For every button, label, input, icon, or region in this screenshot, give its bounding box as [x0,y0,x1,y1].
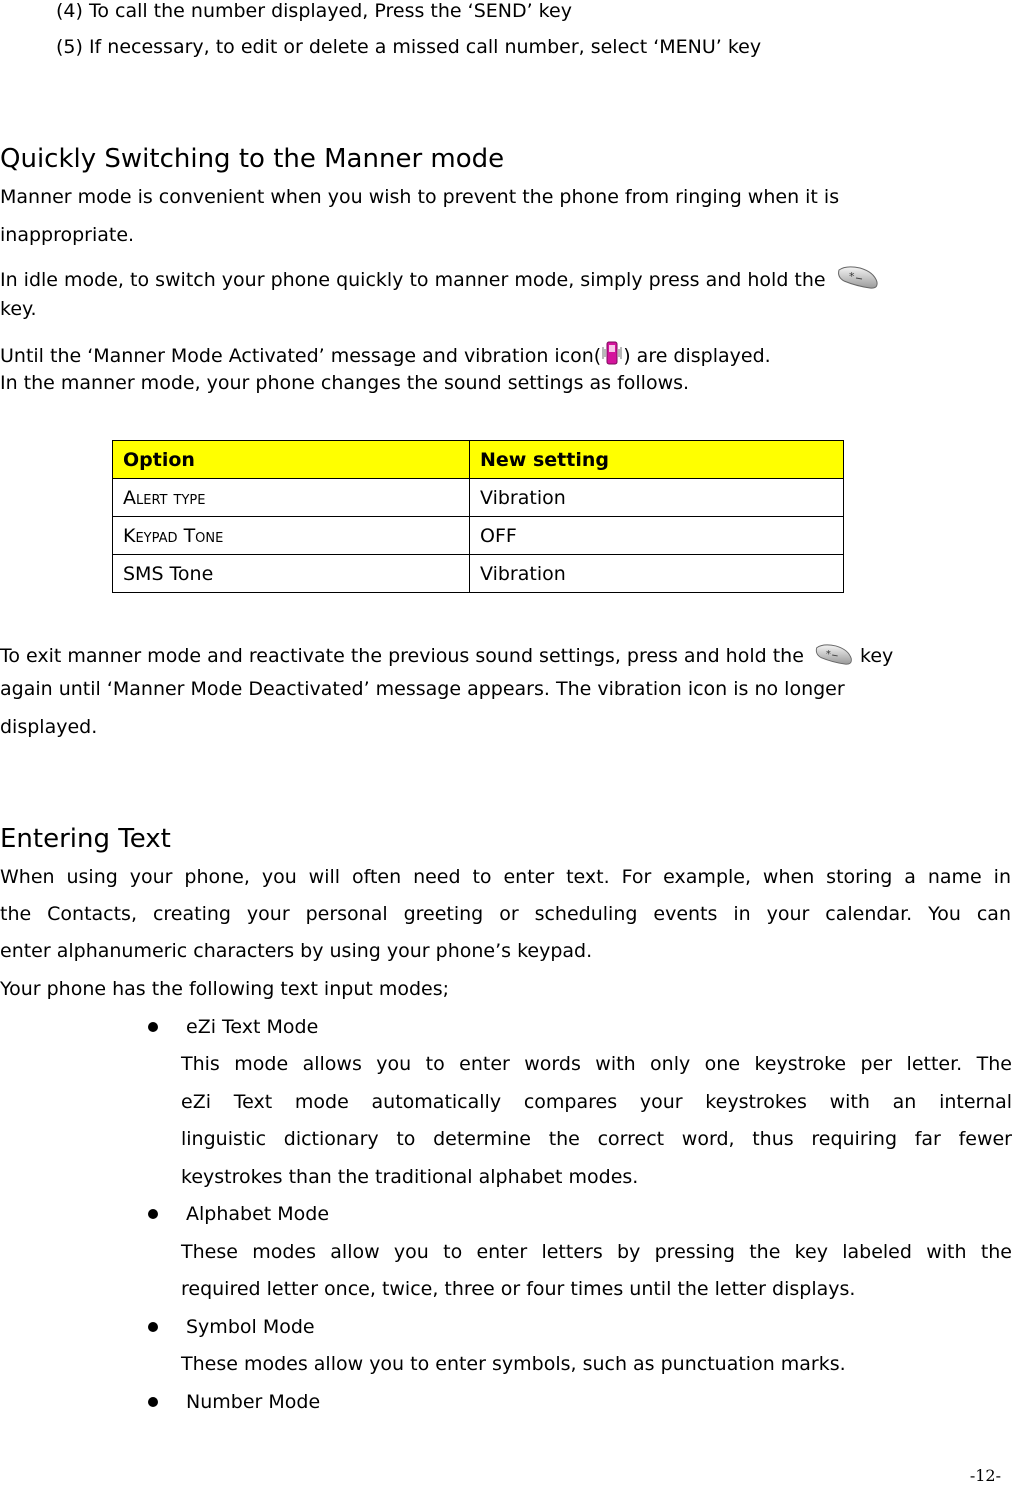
table-row [113,479,844,517]
manner-until-line [0,340,771,367]
manner-idle-line [0,264,880,292]
header-new-setting: New setting [470,441,844,479]
table-row [113,517,844,555]
mode-title-number: Number Mode [186,1391,321,1413]
manner-exit-line1 [0,642,893,670]
manner-idle-text: In idle mode, to switch your phone quickly to manner mode, simply press and hold the [0,269,826,291]
mode-alphabet-line1: These modes allow you to enter letters by pressing the key labeled with the [181,1241,1012,1263]
step-4: (4) To call the number displayed, Press the ‘SEND’ key [56,0,572,22]
mode-ezi-line2: eZi Text mode automatically compares your keystrokes with an internal [181,1091,1012,1113]
section-heading-entering-text: Entering Text [0,824,171,854]
option-cell: SMS Tone [113,555,470,593]
setting-cell: Vibration [470,479,844,517]
setting-cell: Vibration [470,555,844,593]
svg-text:*: * [825,648,831,660]
sound-settings-table [112,440,844,593]
entering-line1: When using your phone, you will often need to enter text. For example, when storing a name in [0,866,1011,888]
mode-title-ezi: eZi Text Mode [186,1016,319,1038]
mode-ezi-line1: This mode allows you to enter words with only one keystroke per letter. The [181,1053,1012,1075]
manner-exit-key: key [860,645,894,667]
manner-idle-key: key. [0,298,37,320]
manner-exit-text: To exit manner mode and reactivate the previous sound settings, press and hold the [0,645,804,667]
vibration-icon [601,340,623,366]
svg-text:*: * [848,270,855,283]
bullet-icon [148,1209,158,1219]
mode-alphabet-line2: required letter once, twice, three or four times until the letter displays. [181,1278,856,1300]
setting-cell: OFF [470,517,844,555]
bullet-icon [148,1022,158,1032]
option-cell: Keypad Tone [113,517,470,555]
modes-intro: Your phone has the following text input modes; [0,978,450,1000]
option-cell: Alert type [113,479,470,517]
mode-symbol-line1: These modes allow you to enter symbols, such as punctuation marks. [181,1353,846,1375]
manner-until-text-end: ) are displayed. [623,345,771,367]
mode-title-symbol: Symbol Mode [186,1316,315,1338]
star-key-icon [814,642,854,670]
header-option: Option [113,441,470,479]
bullet-icon [148,1322,158,1332]
section-heading-manner: Quickly Switching to the Manner mode [0,144,505,174]
manner-intro-line1: Manner mode is convenient when you wish to prevent the phone from ringing when it is [0,186,840,208]
manner-exit-line3: displayed. [0,716,98,738]
table-header-row [113,441,844,479]
manner-intro-line2: inappropriate. [0,224,135,246]
entering-line3: enter alphanumeric characters by using your phone’s keypad. [0,940,593,962]
table-row [113,555,844,593]
mode-title-alphabet: Alphabet Mode [186,1203,330,1225]
page-number: -12- [969,1466,1001,1485]
entering-line2: the Contacts, creating your personal greeting or scheduling events in your calendar. You can [0,903,1011,925]
star-key-icon [836,264,880,292]
manner-changes-line: In the manner mode, your phone changes the sound settings as follows. [0,372,690,394]
manner-exit-line2: again until ‘Manner Mode Deactivated’ message appears. The vibration icon is no longer [0,678,845,700]
manner-until-text: Until the ‘Manner Mode Activated’ message and vibration icon( [0,345,602,367]
mode-ezi-line4: keystrokes than the traditional alphabet modes. [181,1166,639,1188]
step-5: (5) If necessary, to edit or delete a missed call number, select ‘MENU’ key [56,36,762,58]
bullet-icon [148,1397,158,1407]
mode-ezi-line3: linguistic dictionary to determine the correct word, thus requiring far fewer [181,1128,1012,1150]
